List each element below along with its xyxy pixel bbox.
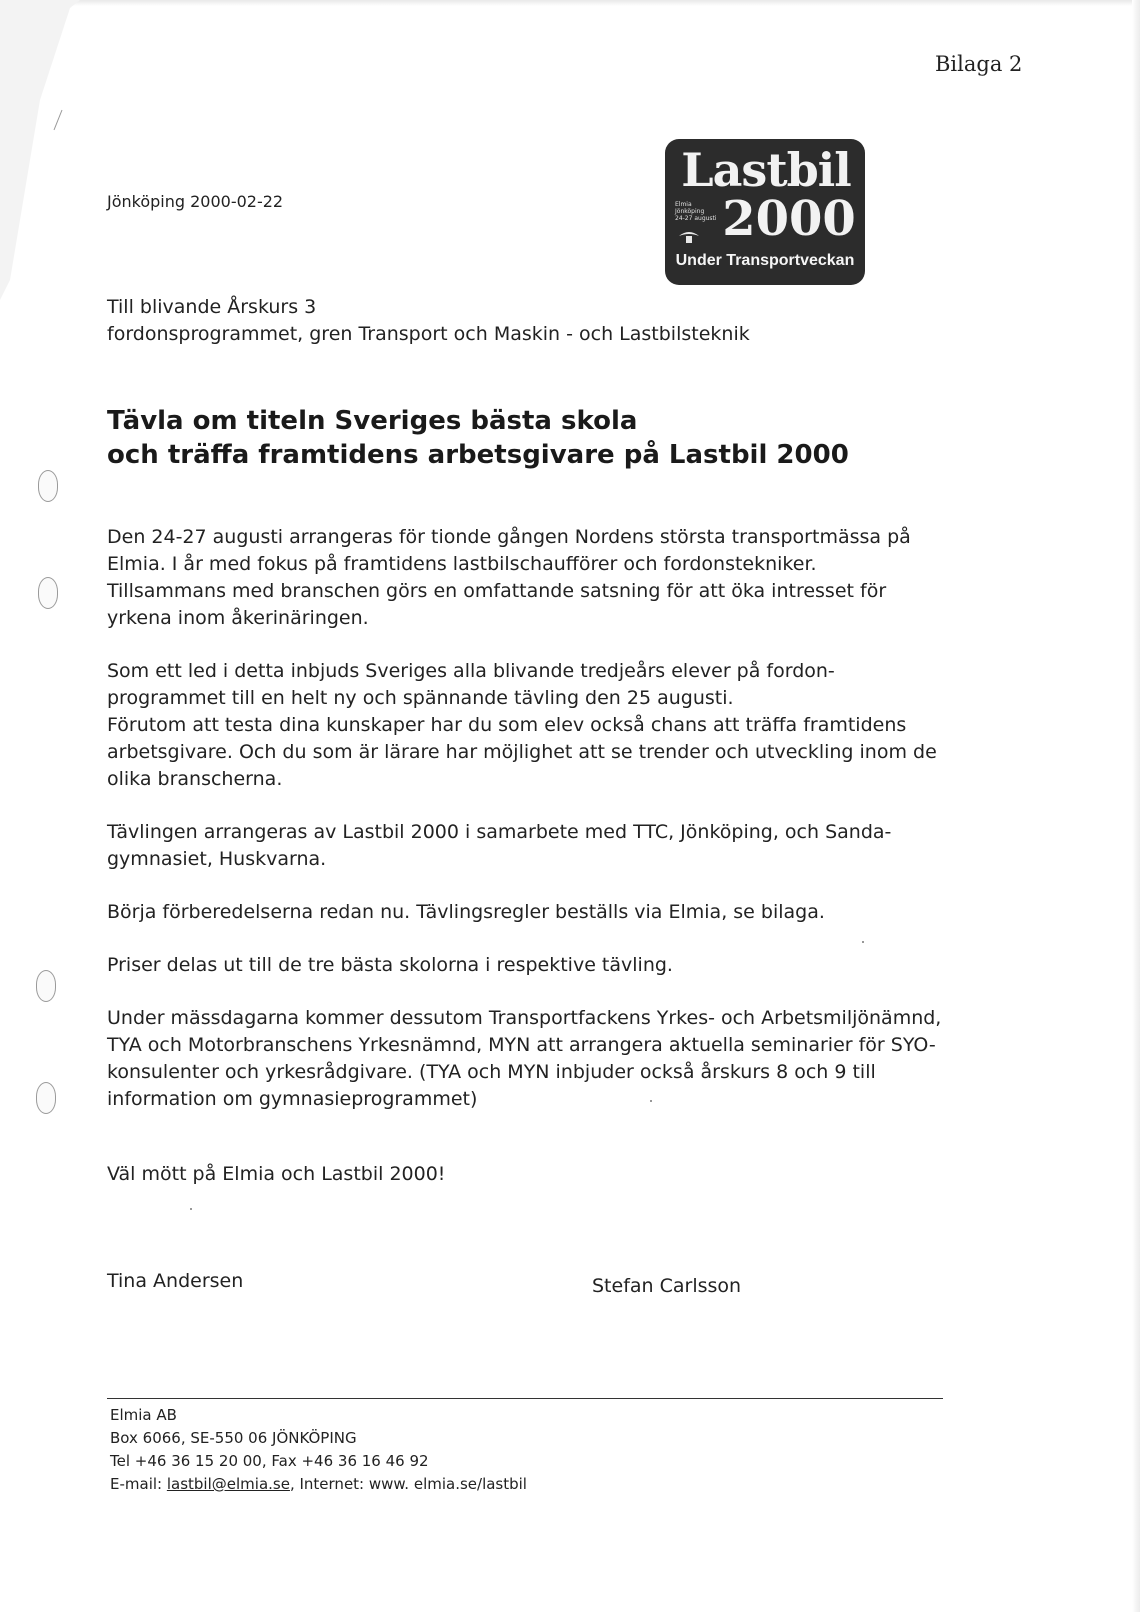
scan-edge-right [1132, 0, 1140, 1612]
date-line: Jönköping 2000-02-22 [107, 192, 284, 211]
body-paragraph: Under mässdagarna kommer dessutom Transportfackens Yrkes- och Arbetsmiljönämnd, TYA och Motorbranschens Yrkesnämnd, MYN att arrangera aktuella seminarier för SYO- konsulenter och yrkesrådgivare. (TYA och MYN inbjuder också årskurs 8 och 9 till information om gymnasieprogrammet) [107, 1007, 942, 1110]
punch-hole [38, 470, 58, 502]
body-paragraph: Priser delas ut till de tre bästa skolorna i respektive tävling. [107, 954, 673, 976]
lastbil-2000-logo [665, 139, 865, 285]
truck-emblem-icon [677, 227, 701, 249]
footer-divider [107, 1398, 943, 1399]
footer-phone: Tel +46 36 15 20 00, Fax +46 36 16 46 92 [110, 1452, 429, 1470]
body-paragraph: Som ett led i detta inbjuds Sveriges alla blivande tredjeårs elever på fordon- programmet till en helt ny och spännande tävling den 25 augusti. Förutom att testa dina kunskaper har du som elev också chans att träffa framtidens arbetsgivare. Och du som är lärare har möjlighet att se trender och utveckling inom de olika branscherna. [107, 660, 937, 790]
logo-year: 2000 [722, 191, 856, 247]
headline-line: Tävla om titeln Sveriges bästa skola [107, 406, 638, 436]
closing-line: Väl mött på Elmia och Lastbil 2000! [107, 1163, 446, 1185]
logo-wordmark: Lastbil [681, 143, 851, 197]
addressee-block [107, 294, 750, 348]
headline [107, 404, 849, 472]
footer-email-line [110, 1473, 527, 1496]
logo-small-line: Elmia [675, 201, 692, 208]
page-fold-shadow [0, 0, 80, 300]
logo-small-text [675, 201, 721, 222]
footer-internet: , Internet: www. elmia.se/lastbil [289, 1475, 527, 1493]
addressee-line: fordonsprogrammet, gren Transport och Maskin - och Lastbilsteknik [107, 323, 750, 345]
signature-left: Tina Andersen [107, 1270, 244, 1292]
scan-speck [650, 1100, 652, 1102]
logo-tagline: Under Transportveckan [675, 252, 855, 269]
footer-company: Elmia AB [110, 1406, 177, 1424]
scan-speck [190, 1208, 192, 1210]
addressee-line: Till blivande Årskurs 3 [107, 296, 317, 318]
footer-email-link[interactable]: lastbil@elmia.se [166, 1475, 290, 1493]
letter-body [107, 524, 967, 1139]
punch-hole [38, 577, 58, 609]
body-paragraph: Tävlingen arrangeras av Lastbil 2000 i samarbete med TTC, Jönköping, och Sanda- gymnasiet, Huskvarna. [107, 821, 892, 870]
logo-small-line: Jönköping [675, 208, 705, 215]
footer-email-label: E-mail: [110, 1475, 167, 1493]
logo-small-line: 24-27 augusti [675, 215, 717, 222]
scan-speck [862, 941, 864, 943]
signature-right: Stefan Carlsson [592, 1275, 742, 1297]
footer-address: Box 6066, SE-550 06 JÖNKÖPING [110, 1429, 357, 1447]
punch-hole [36, 970, 56, 1002]
body-paragraph: Börja förberedelserna redan nu. Tävlingsregler beställs via Elmia, se bilaga. [107, 901, 825, 923]
appendix-label: Bilaga 2 [935, 52, 1023, 76]
body-paragraph: Den 24-27 augusti arrangeras för tionde gången Nordens största transportmässa på Elmia. I år med fokus på framtidens lastbilschaufförer och fordonstekniker. Tillsammans med branschen görs en omfattande satsning för att öka intresset för yrkena inom åkerinäringen. [107, 526, 911, 629]
scan-edge-top [0, 0, 1140, 6]
headline-line: och träffa framtidens arbetsgivare på Lastbil 2000 [107, 440, 849, 470]
punch-hole [36, 1082, 56, 1114]
footer-contact [110, 1404, 527, 1496]
